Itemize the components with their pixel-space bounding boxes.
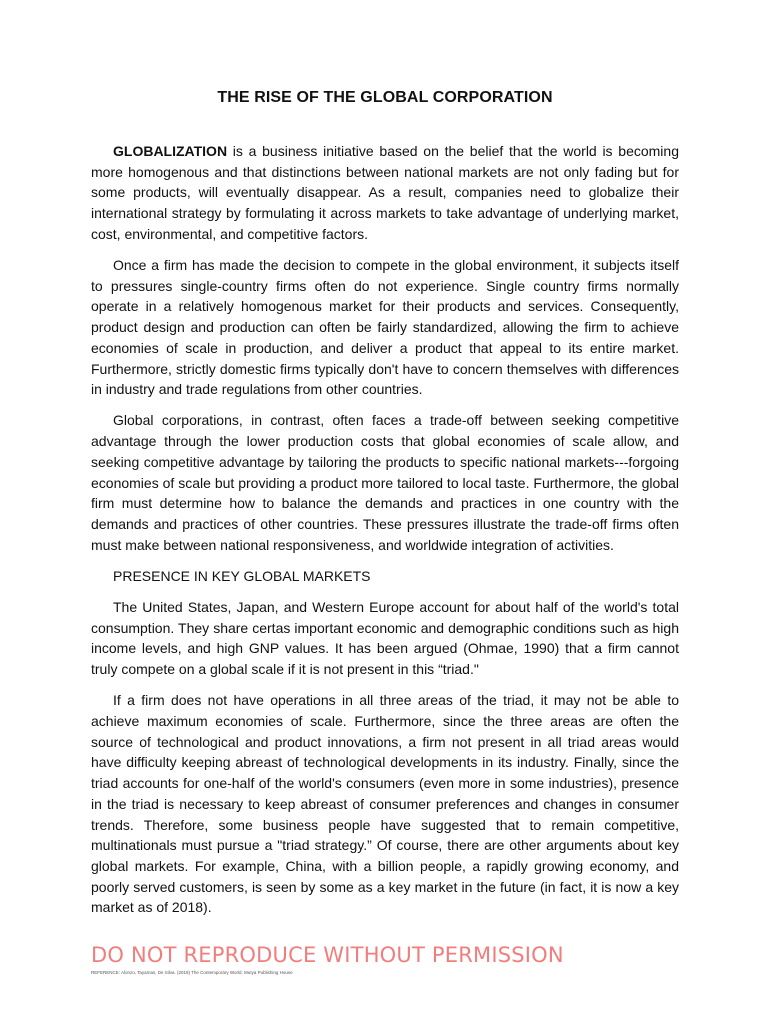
section-heading: PRESENCE IN KEY GLOBAL MARKETS [113,567,371,584]
paragraph-text: is a business initiative based on the belief that the world is becoming more homogenous and that distinctions between national markets are not only fading but for some products, will eventually disappear. As a result, companies need to globalize their international strategy by formulating it across markets to take advantage of underlying market, cost, environmental, and competitive factors. [91,143,679,242]
lead-term: GLOBALIZATION [113,143,228,159]
paragraph-globalization [91,141,679,245]
paragraph-triad: The United States, Japan, and Western Europe account for about half of the world's total consumption. They share certas important economic and demographic conditions such as high income levels, and high GNP values. It has been argued (Ohmae, 1990) that a firm cannot truly compete on a global scale if it is not present in this “triad." [91,599,679,678]
reference-note: REFERENCE: Alonzo, Tayamas, De Silva. (2018) The Contemporary World. Mutya Publishing House [91,970,293,975]
paragraph-global-tradeoff: Global corporations, in contrast, often faces a trade-off between seeking competitive advantage through the lower production costs that global economies of scale allow, and seeking competitive advantage by tailoring the products to specific national markets---forgoing economies of scale but providing a product more tailored to local taste. Furthermore, the global firm must determine how to balance the demands and practices in one country with the demands and practices of other countries. These pressures illustrate the trade-off firms often must make between national responsiveness, and worldwide integration of activities. [91,412,679,553]
document-title: THE RISE OF THE GLOBAL CORPORATION [217,89,553,106]
copyright-warning: DO NOT REPRODUCE WITHOUT PERMISSION [91,943,564,967]
document-body [91,141,679,929]
paragraph-triad-strategy: If a firm does not have operations in all three areas of the triad, it may not be able to achieve maximum economies of scale. Furthermore, since the three areas are often the source of technological and product innovations, a firm not present in all triad areas would have difficulty keeping abreast of technological developments in its industry. Finally, since the triad accounts for one-half of the world's consumers (even more in some industries), presence in the triad is necessary to keep abreast of consumer preferences and changes in consumer trends. Therefore, some business people have suggested that to remain competitive, multinationals must pursue a "triad strategy.” Of course, there are other arguments about key global markets. For example, China, with a billion people, a rapidly growing economy, and poorly served customers, is seen by some as a key market in the future (in fact, it is now a key market as of 2018). [91,692,679,916]
paragraph-single-country: Once a firm has made the decision to compete in the global environment, it subjects itself to pressures single-country firms often do not experience. Single country firms normally operate in a relatively homogenous market for their products and services. Consequently, product design and production can often be fairly standardized, allowing the firm to achieve economies of scale in production, and deliver a product that appeal to its entire market. Furthermore, strictly domestic firms typically don't have to concern themselves with differences in industry and trade regulations from other countries. [91,257,679,398]
